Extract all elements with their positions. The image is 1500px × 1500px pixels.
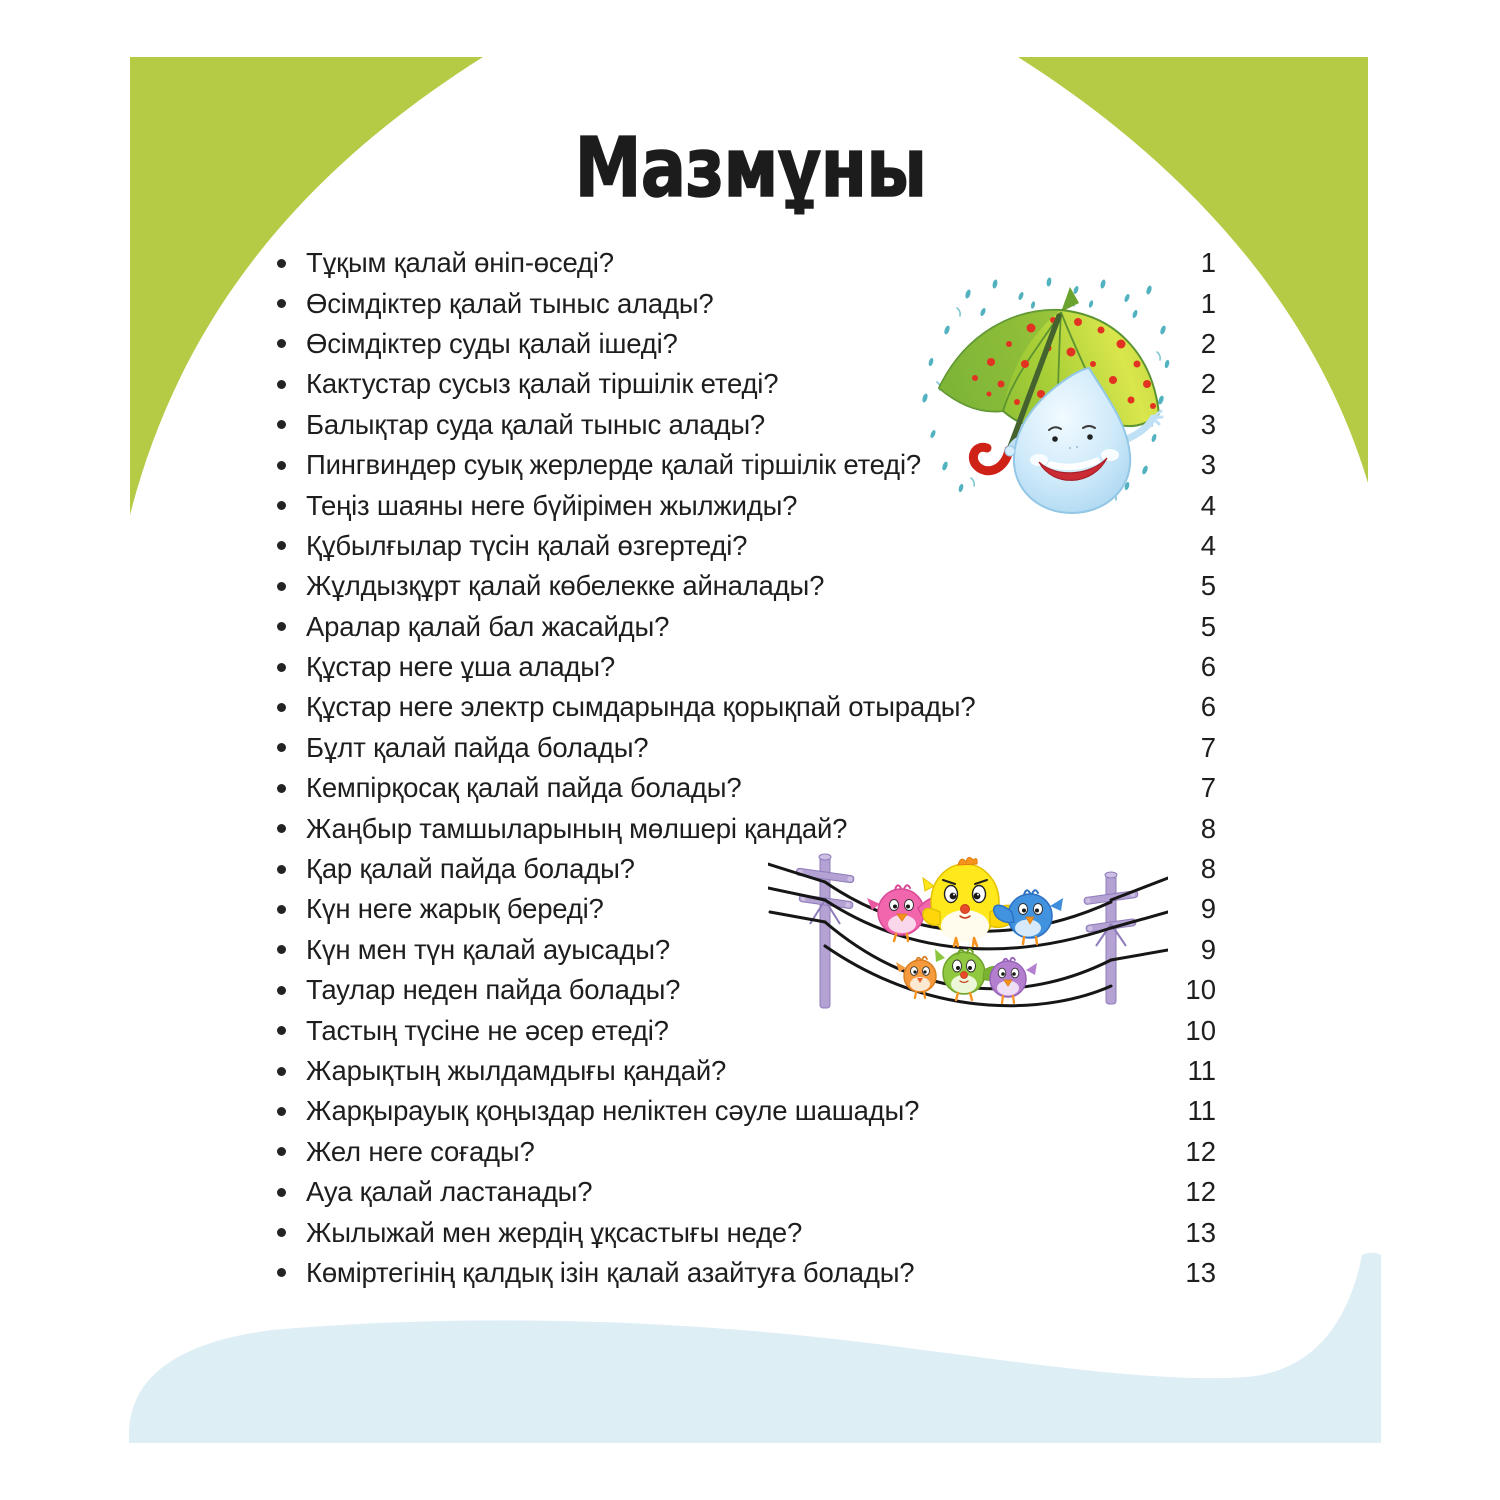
toc-item-page-number: 9 xyxy=(1200,933,1216,965)
bullet-icon xyxy=(277,703,286,712)
toc-item-page-number: 2 xyxy=(1200,368,1216,400)
toc-item-page-number: 11 xyxy=(1187,1095,1216,1127)
toc-item-page-number: 1 xyxy=(1200,247,1216,279)
bullet-icon xyxy=(277,501,286,510)
toc-item-page-number: 8 xyxy=(1200,853,1216,885)
toc-item-label: Жарқырауық қоңыздар неліктен сәуле шашады? xyxy=(306,1095,920,1127)
toc-item-label: Кактустар сусыз қалай тіршілік етеді? xyxy=(306,368,779,400)
raindrop-with-umbrella-illustration xyxy=(913,272,1173,517)
toc-row xyxy=(268,607,1216,647)
toc-row xyxy=(268,687,1216,727)
toc-item-label: Балықтар суда қалай тыныс алады? xyxy=(306,408,765,440)
bullet-icon xyxy=(277,380,286,389)
bullet-icon xyxy=(277,622,286,631)
bird-orange xyxy=(896,957,936,998)
bullet-icon xyxy=(277,905,286,914)
bullet-icon xyxy=(277,541,286,550)
toc-row xyxy=(268,1051,1216,1091)
toc-item-label: Жұлдызқұрт қалай көбелекке айналады? xyxy=(306,570,825,602)
toc-item-label: Жел неге соғады? xyxy=(306,1135,535,1167)
bird-green xyxy=(935,949,998,1000)
bullet-icon xyxy=(277,259,286,268)
toc-item-label: Қар қалай пайда болады? xyxy=(306,853,635,885)
page-title-wrap xyxy=(0,121,1500,216)
toc-row xyxy=(268,1132,1216,1172)
bullet-icon xyxy=(277,1228,286,1237)
toc-item-page-number: 6 xyxy=(1200,691,1216,723)
bird-purple xyxy=(990,958,1037,1003)
bullet-icon xyxy=(277,945,286,954)
toc-row xyxy=(268,647,1216,687)
toc-item-label: Өсімдіктер суды қалай ішеді? xyxy=(306,327,678,359)
toc-item-label: Кемпірқосақ қалай пайда болады? xyxy=(306,772,742,804)
bullet-icon xyxy=(277,784,286,793)
bullet-icon xyxy=(277,1026,286,1035)
toc-item-page-number: 3 xyxy=(1200,449,1216,481)
toc-item-page-number: 7 xyxy=(1200,731,1216,763)
toc-row xyxy=(268,1172,1216,1212)
bullet-icon xyxy=(277,743,286,752)
umbrella-hook-handle xyxy=(973,447,1009,470)
bullet-icon xyxy=(277,461,286,470)
toc-item-label: Таулар неден пайда болады? xyxy=(306,974,681,1006)
toc-item-page-number: 13 xyxy=(1185,1256,1216,1288)
bullet-icon xyxy=(277,1107,286,1116)
toc-item-label: Құбылғылар түсін қалай өзгертеді? xyxy=(306,529,748,561)
toc-item-label: Күн неге жарық береді? xyxy=(306,893,604,925)
toc-item-label: Өсімдіктер қалай тыныс алады? xyxy=(306,287,714,319)
toc-item-page-number: 4 xyxy=(1200,489,1216,521)
page-title: Мазмұны xyxy=(574,121,926,216)
bullet-icon xyxy=(277,339,286,348)
toc-item-page-number: 3 xyxy=(1200,408,1216,440)
bullet-icon xyxy=(277,1147,286,1156)
bullet-icon xyxy=(277,420,286,429)
toc-item-page-number: 5 xyxy=(1200,610,1216,642)
bullet-icon xyxy=(277,824,286,833)
toc-item-page-number: 10 xyxy=(1185,974,1216,1006)
toc-item-page-number: 2 xyxy=(1200,327,1216,359)
toc-item-label: Күн мен түн қалай ауысады? xyxy=(306,933,670,965)
toc-item-page-number: 1 xyxy=(1200,287,1216,319)
toc-item-label: Жарықтың жылдамдығы қандай? xyxy=(306,1055,727,1086)
toc-item-page-number: 10 xyxy=(1185,1014,1216,1046)
bullet-icon xyxy=(277,582,286,591)
toc-item-page-number: 4 xyxy=(1200,529,1216,561)
bird-blue xyxy=(994,890,1063,944)
bullet-icon xyxy=(277,299,286,308)
toc-item-label: Жаңбыр тамшыларының мөлшері қандай? xyxy=(306,812,848,844)
toc-item-label: Құстар неге электр сымдарында қорықпай отырады? xyxy=(306,691,976,723)
toc-item-page-number: 12 xyxy=(1185,1176,1216,1208)
toc-item-label: Тастың түсіне не әсер етеді? xyxy=(306,1014,669,1046)
toc-item-page-number: 9 xyxy=(1200,893,1216,925)
toc-row xyxy=(268,1091,1216,1131)
toc-item-page-number: 13 xyxy=(1185,1216,1216,1248)
bullet-icon xyxy=(277,1268,286,1277)
toc-item-page-number: 8 xyxy=(1200,812,1216,844)
bullet-icon xyxy=(277,986,286,995)
toc-row xyxy=(268,728,1216,768)
bullet-icon xyxy=(277,1067,286,1076)
toc-item-page-number: 6 xyxy=(1200,651,1216,683)
toc-row xyxy=(268,1253,1216,1293)
bullet-icon xyxy=(277,663,286,672)
birds-on-power-lines-illustration xyxy=(768,842,1168,1027)
toc-item-page-number: 7 xyxy=(1200,772,1216,804)
toc-item-page-number: 11 xyxy=(1187,1055,1216,1086)
toc-item-label: Теңіз шаяны неге бүйірімен жылжиды? xyxy=(306,489,798,521)
toc-item-label: Құстар неге ұша алады? xyxy=(306,651,615,683)
toc-item-label: Бұлт қалай пайда болады? xyxy=(306,731,649,763)
toc-item-label: Пингвиндер суық жерлерде қалай тіршілік етеді? xyxy=(306,449,922,481)
toc-row xyxy=(268,1212,1216,1252)
bullet-icon xyxy=(277,865,286,874)
toc-row xyxy=(268,768,1216,808)
toc-item-label: Тұқым қалай өніп-өседі? xyxy=(306,247,614,279)
bird-yellow-chick xyxy=(923,857,1016,946)
toc-item-page-number: 5 xyxy=(1200,570,1216,602)
bullet-icon xyxy=(277,1188,286,1197)
toc-row xyxy=(268,566,1216,606)
toc-row xyxy=(268,526,1216,566)
toc-item-label: Жылыжай мен жердің ұқсастығы неде? xyxy=(306,1216,803,1248)
toc-item-page-number: 12 xyxy=(1185,1135,1216,1167)
toc-item-label: Аралар қалай бал жасайды? xyxy=(306,610,670,642)
toc-item-label: Ауа қалай ластанады? xyxy=(306,1176,593,1208)
toc-item-label: Көміртегінің қалдық ізін қалай азайтуға болады? xyxy=(306,1256,915,1288)
